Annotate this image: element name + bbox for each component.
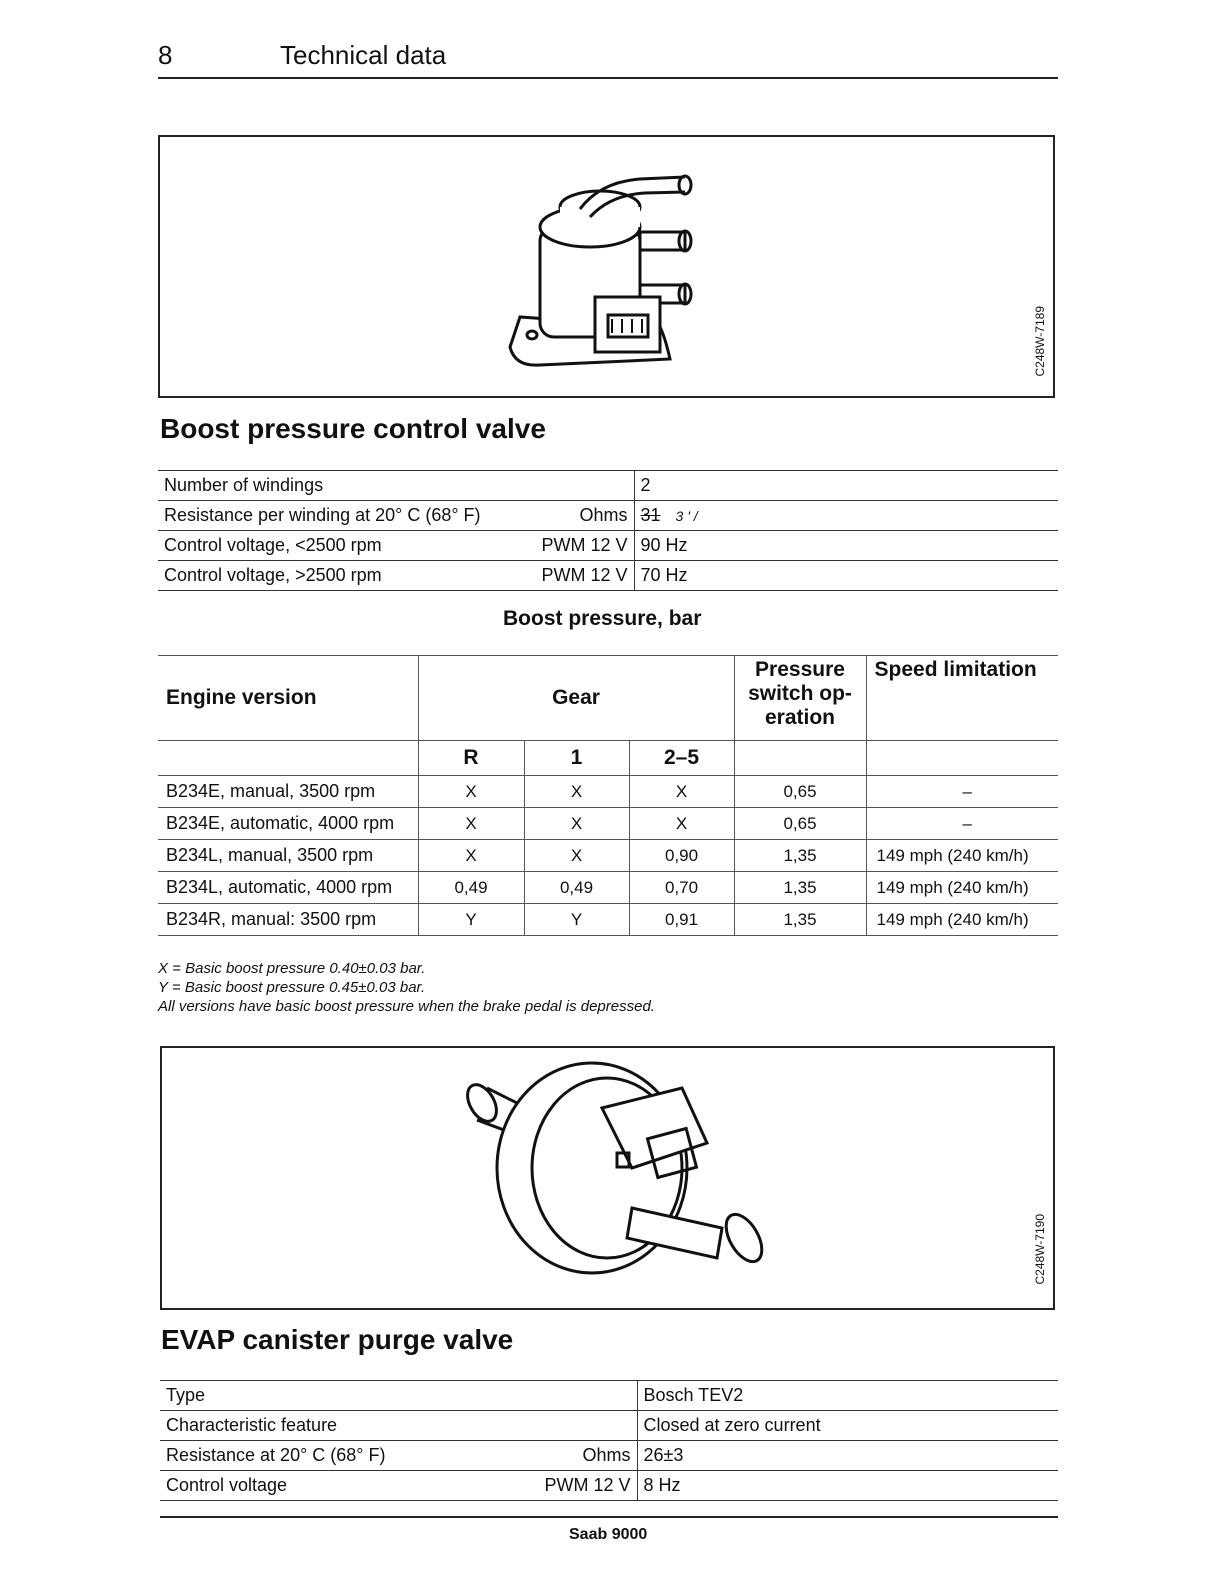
gear-2-5: 2–5 xyxy=(629,741,734,776)
note: All versions have basic boost pressure when the brake pedal is depressed. xyxy=(158,998,655,1015)
speed-limit-cell: 149 mph (240 km/h) xyxy=(866,872,1058,904)
header-engine: Engine version xyxy=(158,656,418,741)
boost-valve-spec-table xyxy=(158,470,1058,591)
header-speed: Speed limitation xyxy=(866,656,1058,741)
gear-2-5-cell: X xyxy=(629,808,734,840)
handwritten-annotation: 3 ' / xyxy=(675,508,698,524)
gear-2-5-cell: 0,91 xyxy=(629,904,734,936)
boost-pressure-table xyxy=(158,655,1058,936)
page-number: 8 xyxy=(158,40,173,70)
spec-unit: PWM 12 V xyxy=(541,535,628,555)
table-row xyxy=(158,561,1058,591)
spec-label: Characteristic feature xyxy=(166,1415,338,1435)
spec-unit: Ohms xyxy=(579,505,628,525)
spec-unit: PWM 12 V xyxy=(541,565,628,585)
figure-code: C248W-7190 xyxy=(1033,1213,1047,1284)
spec-value: 8 Hz xyxy=(637,1471,1058,1501)
table-row xyxy=(158,904,1058,936)
gear-1-cell: X xyxy=(524,808,629,840)
spec-value: 26±3 xyxy=(637,1441,1058,1471)
engine-version-cell: B234E, manual, 3500 rpm xyxy=(158,776,418,808)
pressure-switch-cell: 1,35 xyxy=(734,872,866,904)
blank-cell xyxy=(866,741,1058,776)
speed-limit-cell: 149 mph (240 km/h) xyxy=(866,840,1058,872)
engine-version-cell: B234L, manual, 3500 rpm xyxy=(158,840,418,872)
table-row xyxy=(160,1441,1058,1471)
speed-limit-cell: – xyxy=(866,776,1058,808)
boost-notes xyxy=(158,959,655,1016)
spec-label: Control voltage, >2500 rpm xyxy=(164,565,382,585)
gear-1: 1 xyxy=(524,741,629,776)
spec-value: 2 xyxy=(634,471,1058,501)
spec-label: Number of windings xyxy=(164,475,324,495)
gear-r-cell: X xyxy=(418,808,524,840)
pressure-switch-cell: 0,65 xyxy=(734,808,866,840)
gear-r: R xyxy=(418,741,524,776)
gear-r-cell: Y xyxy=(418,904,524,936)
engine-version-cell: B234L, automatic, 4000 rpm xyxy=(158,872,418,904)
gear-r-cell: X xyxy=(418,840,524,872)
gear-2-5-cell: 0,90 xyxy=(629,840,734,872)
pressure-switch-cell: 0,65 xyxy=(734,776,866,808)
blank-cell xyxy=(734,741,866,776)
boost-table-title: Boost pressure, bar xyxy=(503,607,702,630)
spec-label: Resistance per winding at 20° C (68° F) xyxy=(164,505,481,525)
table-subheader-row xyxy=(158,741,1058,776)
table-row xyxy=(158,840,1058,872)
header-pressure: Pressure switch op-eration xyxy=(734,656,866,741)
pressure-switch-cell: 1,35 xyxy=(734,840,866,872)
figure-boost-valve xyxy=(158,135,1055,398)
spec-label: Type xyxy=(166,1385,206,1405)
gear-r-cell: 0,49 xyxy=(418,872,524,904)
spec-label: Control voltage, <2500 rpm xyxy=(164,535,382,555)
figure-evap-valve xyxy=(160,1046,1055,1310)
spec-unit: Ohms xyxy=(582,1445,631,1465)
blank-cell xyxy=(158,741,418,776)
page-title: Technical data xyxy=(280,40,447,70)
engine-version-cell: B234E, automatic, 4000 rpm xyxy=(158,808,418,840)
gear-2-5-cell: 0,70 xyxy=(629,872,734,904)
table-row xyxy=(158,501,1058,531)
gear-1-cell: X xyxy=(524,776,629,808)
evap-valve-illustration xyxy=(162,1048,1057,1312)
footer-rule xyxy=(160,1516,1058,1518)
table-row xyxy=(158,872,1058,904)
gear-1-cell: Y xyxy=(524,904,629,936)
spec-value: 70 Hz xyxy=(634,561,1058,591)
spec-unit: PWM 12 V xyxy=(544,1475,631,1495)
table-row xyxy=(160,1411,1058,1441)
gear-1-cell: X xyxy=(524,840,629,872)
footer-text: Saab 9000 xyxy=(569,1526,648,1543)
section-heading-evap-valve: EVAP canister purge valve xyxy=(161,1324,514,1355)
boost-valve-illustration xyxy=(160,137,1057,400)
spec-label: Control voltage xyxy=(166,1475,288,1495)
spec-value: Bosch TEV2 xyxy=(637,1381,1058,1411)
header-rule xyxy=(158,77,1058,79)
engine-version-cell: B234R, manual: 3500 rpm xyxy=(158,904,418,936)
spec-value: 31 xyxy=(640,505,661,525)
section-heading-boost-valve: Boost pressure control valve xyxy=(160,413,546,444)
table-header-row xyxy=(158,656,1058,741)
figure-code: C248W-7189 xyxy=(1033,305,1047,376)
speed-limit-cell: 149 mph (240 km/h) xyxy=(866,904,1058,936)
spec-value: Closed at zero current xyxy=(637,1411,1058,1441)
table-row xyxy=(158,776,1058,808)
spec-label: Resistance at 20° C (68° F) xyxy=(166,1445,386,1465)
note: Y = Basic boost pressure 0.45±0.03 bar. xyxy=(158,979,426,996)
spec-value: 90 Hz xyxy=(634,531,1058,561)
table-row xyxy=(158,531,1058,561)
table-row xyxy=(160,1471,1058,1501)
gear-1-cell: 0,49 xyxy=(524,872,629,904)
table-row xyxy=(158,808,1058,840)
table-row xyxy=(160,1381,1058,1411)
header-gear: Gear xyxy=(418,656,734,741)
table-row xyxy=(158,471,1058,501)
note: X = Basic boost pressure 0.40±0.03 bar. xyxy=(158,960,426,977)
speed-limit-cell: – xyxy=(866,808,1058,840)
gear-r-cell: X xyxy=(418,776,524,808)
gear-2-5-cell: X xyxy=(629,776,734,808)
pressure-switch-cell: 1,35 xyxy=(734,904,866,936)
evap-valve-spec-table xyxy=(160,1380,1058,1501)
